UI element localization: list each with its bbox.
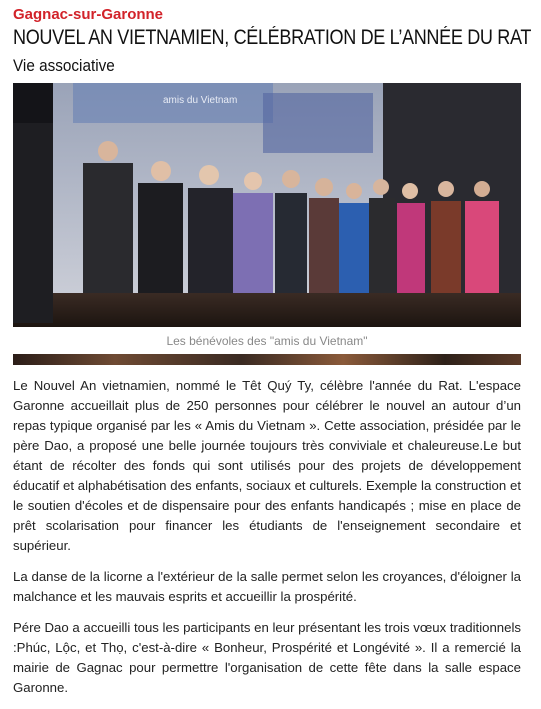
article-title: NOUVEL AN VIETNAMIEN, CÉLÉBRATION DE L’ANNÉE DU RAT xyxy=(13,26,532,49)
paragraph-1: Le Nouvel An vietnamien, nommé le Têt Quý Ty, célèbre l'année du Rat. L'espace Garonne accueillait plus de 250 personnes pour célébrer le nouvel an autour d’un repas typique organisé par les « Amis du Vietnam ». Cette association, présidée par le père Dao, a proposé une belle journée toujours très conviviale et chaleureuse.Le but étant de récolter des fonds qui sont utilisés pour des projets de développement éducatif et alphabétisation des enfants, sociaux et culturels. Exemple la construction et le soutien d'écoles et de dispensaire pour des enfants handicapés ; mise en place de prêt scolarisation pour financer les étudiants de l'enseignement secondaire et supérieur. xyxy=(13,378,521,553)
image-strip xyxy=(13,354,521,365)
banner-text: amis du Vietnam xyxy=(163,95,238,106)
section-label[interactable]: Vie associative xyxy=(13,56,115,75)
paragraph-3: Pére Dao a accueilli tous les participants en leur présentant les trois vœux traditionnels :Phúc, Lộc, et Thọ, c'est-à-dire « Bonheur, Prospérité et Longévité ». Il a remercié la mairie de Gagnac pour permettre l'organisation de cette fête dans la salle espace Garonne. xyxy=(13,620,521,695)
photo-caption: Les bénévoles des "amis du Vietnam" xyxy=(13,327,521,355)
paragraph-2: La danse de la licorne a l'extérieur de la salle permet selon les croyances, d'éloigner la malchance et les mauvais esprits et accueillir la prospérité. xyxy=(13,569,521,604)
photo-illustration xyxy=(13,83,521,327)
article-body xyxy=(13,376,521,709)
article-photo[interactable] xyxy=(13,83,521,327)
location-kicker[interactable]: Gagnac-sur-Garonne xyxy=(13,6,164,23)
